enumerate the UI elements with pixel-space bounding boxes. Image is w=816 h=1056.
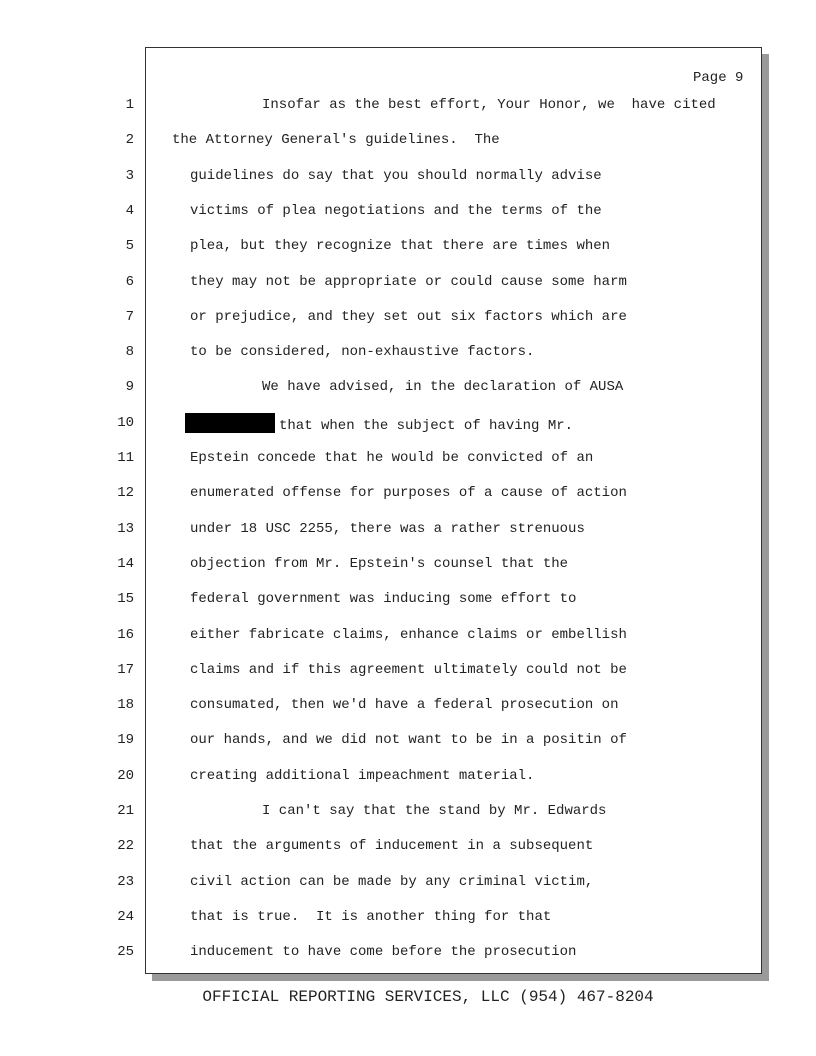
line-content: or prejudice, and they set out six factors which are — [190, 308, 627, 325]
line-number: 6 — [125, 273, 134, 290]
transcript-line — [0, 448, 816, 468]
line-number: 23 — [117, 873, 134, 890]
line-content: that when the subject of having Mr. — [279, 417, 574, 434]
transcript-line — [0, 801, 816, 821]
line-content: I can't say that the stand by Mr. Edwards — [262, 803, 607, 819]
transcript-line — [0, 942, 816, 962]
line-content: enumerated offense for purposes of a cause of action — [190, 485, 627, 502]
line-text — [190, 907, 551, 927]
line-content: guidelines do say that you should normally advise — [190, 167, 602, 184]
line-text — [190, 625, 627, 645]
line-number: 9 — [125, 379, 134, 396]
line-number: 8 — [125, 344, 134, 361]
line-content: victims of plea negotiations and the terms of the — [190, 202, 602, 219]
line-content: claims and if this agreement ultimately could not be — [190, 661, 627, 678]
transcript-line — [0, 307, 816, 327]
line-text — [190, 942, 576, 962]
line-text — [190, 342, 534, 362]
line-number: 15 — [117, 591, 134, 608]
line-text — [190, 272, 627, 292]
footer-reporter: OFFICIAL REPORTING SERVICES, LLC (954) 467-8204 — [202, 988, 654, 1006]
transcript-line — [0, 836, 816, 856]
line-text — [190, 660, 627, 680]
line-number: 17 — [117, 661, 134, 678]
line-number: 13 — [117, 520, 134, 537]
line-number: 11 — [117, 450, 134, 466]
transcript-line — [0, 95, 816, 115]
transcript-line — [0, 130, 816, 150]
line-number: 10 — [117, 414, 134, 431]
line-number: 3 — [125, 167, 134, 184]
line-content: that is true. It is another thing for that — [190, 908, 552, 925]
line-number: 7 — [125, 308, 134, 325]
transcript-line — [0, 730, 816, 750]
line-text — [190, 483, 627, 503]
line-content: our hands, and we did not want to be in a positin of — [190, 732, 627, 749]
line-content: We have advised, in the declaration of AUSA — [262, 379, 624, 396]
transcript-line — [0, 907, 816, 927]
transcript-line — [0, 413, 816, 433]
line-content: to be considered, non-exhaustive factors. — [190, 344, 535, 361]
line-number: 21 — [117, 803, 134, 819]
transcript-line — [0, 589, 816, 609]
line-content: creating additional impeachment material. — [190, 767, 535, 784]
transcript-line — [0, 166, 816, 186]
transcript-line — [0, 272, 816, 292]
line-content: the Attorney General's guidelines. The — [172, 132, 500, 149]
line-content: under 18 USC 2255, there was a rather strenuous — [190, 520, 585, 537]
line-number: 19 — [117, 732, 134, 749]
line-text — [190, 836, 593, 856]
line-number: 25 — [117, 944, 134, 961]
line-text — [190, 730, 627, 750]
transcript-line — [0, 625, 816, 645]
line-content: Epstein concede that he would be convicted of an — [190, 450, 594, 466]
line-content: that the arguments of inducement in a subsequent — [190, 838, 594, 855]
line-content: either fabricate claims, enhance claims or embellish — [190, 626, 627, 643]
line-content: civil action can be made by any criminal victim, — [190, 873, 594, 890]
line-number: 12 — [117, 485, 134, 502]
line-text — [190, 519, 585, 539]
line-number: 14 — [117, 555, 134, 572]
line-text — [190, 554, 568, 574]
line-text — [190, 695, 618, 715]
line-number: 1 — [125, 97, 134, 113]
line-content: Insofar as the best effort, Your Honor, we have cited — [262, 97, 716, 113]
transcript-line — [0, 377, 816, 397]
line-number: 24 — [117, 908, 134, 925]
line-text — [262, 377, 623, 397]
line-number: 5 — [125, 238, 134, 255]
transcript-page — [145, 47, 762, 974]
line-content: they may not be appropriate or could cause some harm — [190, 273, 627, 290]
line-number: 2 — [125, 132, 134, 149]
line-text — [190, 872, 593, 892]
line-text — [185, 413, 573, 436]
line-text — [190, 201, 602, 221]
transcript-line — [0, 766, 816, 786]
line-content: federal government was inducing some effort to — [190, 591, 577, 608]
line-text — [172, 130, 500, 150]
line-content: consumated, then we'd have a federal prosecution on — [190, 697, 619, 714]
page-number: Page 9 — [693, 70, 744, 86]
line-number: 18 — [117, 697, 134, 714]
transcript-line — [0, 519, 816, 539]
line-text — [190, 236, 610, 256]
redaction-box — [185, 413, 275, 433]
line-text — [190, 307, 627, 327]
line-content: objection from Mr. Epstein's counsel that the — [190, 555, 569, 572]
transcript-line — [0, 342, 816, 362]
line-number: 16 — [117, 626, 134, 643]
line-text — [190, 448, 593, 468]
line-number: 20 — [117, 767, 134, 784]
line-text — [190, 166, 602, 186]
transcript-line — [0, 483, 816, 503]
line-text — [190, 766, 534, 786]
line-number: 22 — [117, 838, 134, 855]
transcript-line — [0, 201, 816, 221]
transcript-line — [0, 554, 816, 574]
line-text — [190, 589, 576, 609]
transcript-line — [0, 872, 816, 892]
transcript-line — [0, 695, 816, 715]
transcript-line — [0, 660, 816, 680]
line-number: 4 — [125, 202, 134, 219]
transcript-line — [0, 236, 816, 256]
line-content: plea, but they recognize that there are times when — [190, 238, 611, 255]
line-content: inducement to have come before the prosecution — [190, 944, 577, 961]
line-text — [262, 95, 716, 115]
line-text — [262, 801, 606, 821]
